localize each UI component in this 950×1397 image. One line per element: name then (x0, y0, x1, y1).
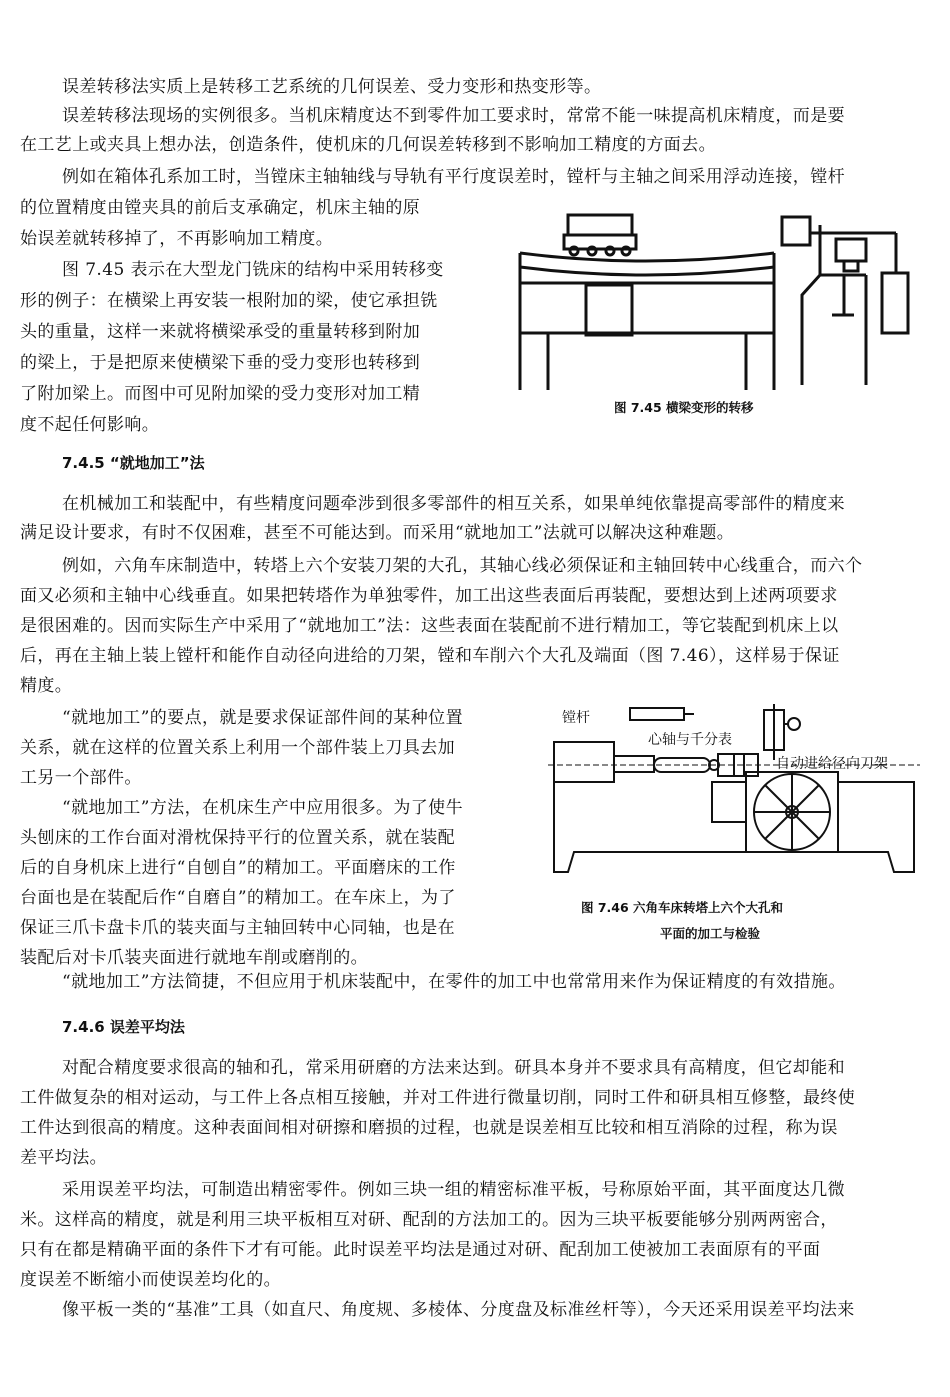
figure-7-45-caption: 图 7.45 横梁变形的转移 (614, 400, 754, 415)
label-radial-tool-holder: 自动进给径向刀架 (776, 756, 888, 772)
turret-lathe-drawing (548, 702, 920, 892)
label-mandrel-indicator: 心轴与千分表 (648, 732, 732, 748)
figure-7-46-caption-line-2: 平面的加工与检验 (660, 926, 761, 941)
paragraph-line: 米。这样高的精度，就是利用三块平板相互对研、配刮的方法加工的。因为三块平板要能够分别两两密合， (20, 1210, 838, 1230)
paragraph-line: 采用误差平均法，可制造出精密零件。例如三块一组的精密标准平板，号称原始平面，其平面度达几微 (62, 1180, 845, 1200)
paragraph-line: 始误差就转移掉了，不再影响加工精度。 (20, 229, 334, 249)
label-boring-bar: 镗杆 (562, 710, 590, 726)
paragraph-line: “就地加工”方法简捷，不但应用于机床装配中，在零件的加工中也常常用来作为保证精度的有效措施。 (62, 972, 846, 992)
paragraph-line: 图 7.45 表示在大型龙门铣床的结构中采用转移变 (62, 260, 444, 280)
paragraph-line: 的位置精度由镗夹具的前后支承确定，机床主轴的原 (20, 198, 421, 218)
paragraph-line: 对配合精度要求很高的轴和孔，常采用研磨的方法来达到。研具本身并不要求具有高精度，但它却能和 (62, 1058, 845, 1078)
crossbeam-drawing (514, 205, 932, 390)
paragraph-line: 装配后对卡爪装夹面进行就地车削或磨削的。 (20, 948, 368, 968)
paragraph-line: 满足设计要求，有时不仅困难，甚至不可能达到。而采用“就地加工”法就可以解决这种难题。 (20, 523, 735, 543)
paragraph-line: 工另一个部件。 (20, 768, 142, 788)
paragraph-line: 例如，六角车床制造中，转塔上六个安装刀架的大孔，其轴心线必须保证和主轴回转中心线重合，而六个 (62, 556, 863, 576)
paragraph-line: 度误差不断缩小而使误差均化的。 (20, 1270, 281, 1290)
paragraph-line: 例如在箱体孔系加工时，当镗床主轴轴线与导轨有平行度误差时，镗杆与主轴之间采用浮动连接，镗杆 (62, 167, 845, 187)
paragraph-line: 后的自身机床上进行“自刨自”的精加工。平面磨床的工作 (20, 858, 456, 878)
paragraph-line: 台面也是在装配后作“自磨自”的精加工。在车床上，为了 (20, 888, 456, 908)
figure-7-45-crossbeam-diagram (514, 205, 932, 390)
paragraph-line: 了附加梁上。而图中可见附加梁的受力变形对加工精 (20, 384, 421, 404)
paragraph-line: 在工艺上或夹具上想办法，创造条件，使机床的几何误差转移到不影响加工精度的方面去。 (20, 135, 716, 155)
paragraph-line: 差平均法。 (20, 1148, 107, 1168)
section-heading-7-4-5: 7.4.5 “就地加工”法 (62, 454, 205, 472)
figure-7-46-turret-lathe-diagram (548, 702, 920, 892)
paragraph-line: “就地加工”方法，在机床生产中应用很多。为了使牛 (62, 798, 463, 818)
paragraph-line: “就地加工”的要点，就是要求保证部件间的某种位置 (62, 708, 463, 728)
paragraph-line: 工件做复杂的相对运动，与工件上各点相互接触，并对工件进行微量切削，同时工件和研具相互修整，最终使 (20, 1088, 856, 1108)
paragraph-line: 形的例子：在横梁上再安装一根附加的梁，使它承担铣 (20, 291, 438, 311)
paragraph-line: 关系，就在这样的位置关系上利用一个部件装上刀具去加 (20, 738, 455, 758)
paragraph-line: 后，再在主轴上装上镗杆和能作自动径向进给的刀架，镗和车削六个大孔及端面（图 7.46），这样易于保证 (20, 646, 840, 666)
paragraph-line: 只有在都是精确平面的条件下才有可能。此时误差平均法是通过对研、配刮加工使被加工表面原有的平面 (20, 1240, 821, 1260)
section-heading-7-4-6: 7.4.6 误差平均法 (62, 1018, 185, 1036)
paragraph-line: 误差转移法现场的实例很多。当机床精度达不到零件加工要求时，常常不能一味提高机床精度，而是要 (62, 106, 845, 126)
figure-7-46-caption-line-1: 图 7.46 六角车床转塔上六个大孔和 (581, 900, 784, 915)
paragraph-line: 在机械加工和装配中，有些精度问题牵涉到很多零部件的相互关系，如果单纯依靠提高零部件的精度来 (62, 494, 845, 514)
paragraph-line: 面又必须和主轴中心线垂直。如果把转塔作为单独零件，加工出这些表面后再装配，要想达到上述两项要求 (20, 586, 838, 606)
paragraph-line: 头刨床的工作台面对滑枕保持平行的位置关系，就在装配 (20, 828, 455, 848)
paragraph-line: 保证三爪卡盘卡爪的装夹面与主轴回转中心同轴，也是在 (20, 918, 455, 938)
paragraph-line: 工件达到很高的精度。这种表面间相对研擦和磨损的过程，也就是误差相互比较和相互消除的过程，称为误 (20, 1118, 838, 1138)
paragraph-line: 误差转移法实质上是转移工艺系统的几何误差、受力变形和热变形等。 (62, 77, 602, 97)
paragraph-line: 度不起任何影响。 (20, 415, 160, 435)
paragraph-line: 像平板一类的“基准”工具（如直尺、角度规、多棱体、分度盘及标准丝杆等），今天还采用误差平均法来 (62, 1300, 855, 1320)
paragraph-line: 是很困难的。因而实际生产中采用了“就地加工”法：这些表面在装配前不进行精加工，等它装配到机床上以 (20, 616, 839, 636)
paragraph-line: 精度。 (20, 676, 73, 696)
paragraph-line: 头的重量，这样一来就将横梁承受的重量转移到附加 (20, 322, 421, 342)
paragraph-line: 的梁上，于是把原来使横梁下垂的受力变形也转移到 (20, 353, 421, 373)
